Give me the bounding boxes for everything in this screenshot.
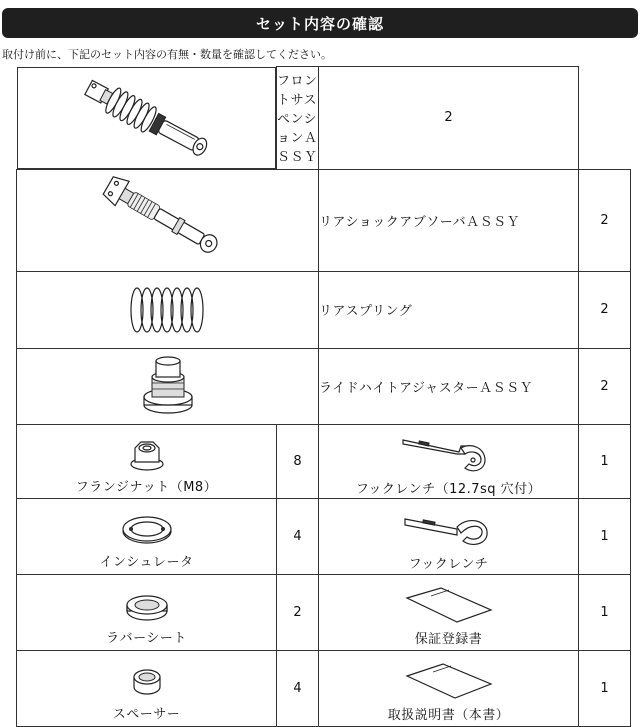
hook-wrench-icon <box>399 507 499 551</box>
section-header <box>2 8 638 38</box>
section-title: セット内容の確認 <box>255 14 384 33</box>
hook-wrench-cell <box>319 498 579 574</box>
table-row <box>17 424 631 498</box>
item-qty: 1 <box>579 650 631 726</box>
manual-icon <box>399 660 499 702</box>
item-qty: 1 <box>579 498 631 574</box>
rubber-seat-icon <box>122 585 172 625</box>
item-label: インシュレータ <box>99 554 194 570</box>
item-label: フロントサスペンションＡＳＳＹ <box>277 67 319 170</box>
insulator-icon <box>119 509 175 549</box>
table-row <box>17 574 631 650</box>
table-row <box>17 650 631 726</box>
spacer-cell <box>17 650 277 726</box>
item-qty: 2 <box>579 348 631 424</box>
rear-spring-image-cell <box>17 271 319 348</box>
intro-text: 取付け前に、下記のセット内容の有無・数量を確認してください。 <box>2 48 332 61</box>
item-label: 取扱説明書（本書） <box>387 707 510 723</box>
kit-contents-table <box>16 66 631 727</box>
front-suspension-image-cell <box>17 67 277 169</box>
table-row <box>17 67 631 170</box>
item-qty: 1 <box>579 574 631 650</box>
item-qty: 2 <box>277 574 319 650</box>
item-label: 保証登録書 <box>414 631 483 647</box>
flange-nut-icon <box>127 434 167 474</box>
item-qty: 8 <box>277 424 319 498</box>
item-qty: 2 <box>579 271 631 348</box>
rear-shock-image-cell <box>17 169 319 271</box>
manual-cell <box>319 650 579 726</box>
item-label: フックレンチ <box>408 556 489 572</box>
front-suspension-icon <box>71 70 221 166</box>
item-qty: 4 <box>277 650 319 726</box>
insulator-cell <box>17 498 277 574</box>
item-label: リアショックアブソーバＡＳＳＹ <box>319 169 579 271</box>
item-label: リアスプリング <box>319 271 579 348</box>
item-label: ラバーシート <box>106 630 187 646</box>
table-row <box>17 348 631 424</box>
hook-wrench-hole-icon <box>399 432 499 476</box>
table-row <box>17 498 631 574</box>
item-qty: 2 <box>319 67 579 170</box>
item-qty: 1 <box>579 424 631 498</box>
ride-height-adjuster-image-cell <box>17 348 319 424</box>
item-label: スペーサー <box>112 706 181 722</box>
spacer-icon <box>127 661 167 701</box>
warranty-card-cell <box>319 574 579 650</box>
flange-nut-cell <box>17 424 277 498</box>
hook-wrench-hole-cell <box>319 424 579 498</box>
item-qty: 4 <box>277 498 319 574</box>
rear-spring-icon <box>123 280 213 340</box>
item-label: フックレンチ（12.7sq 穴付） <box>355 481 542 497</box>
ride-height-adjuster-icon <box>133 353 203 419</box>
item-qty: 2 <box>579 169 631 271</box>
table-row <box>17 271 631 348</box>
warranty-card-icon <box>399 584 499 626</box>
item-label: フランジナット（M8） <box>75 479 218 495</box>
table-row <box>17 169 631 271</box>
item-label: ライドハイトアジャスターＡＳＳＹ <box>319 348 579 424</box>
rubber-seat-cell <box>17 574 277 650</box>
rear-shock-icon <box>93 172 243 268</box>
